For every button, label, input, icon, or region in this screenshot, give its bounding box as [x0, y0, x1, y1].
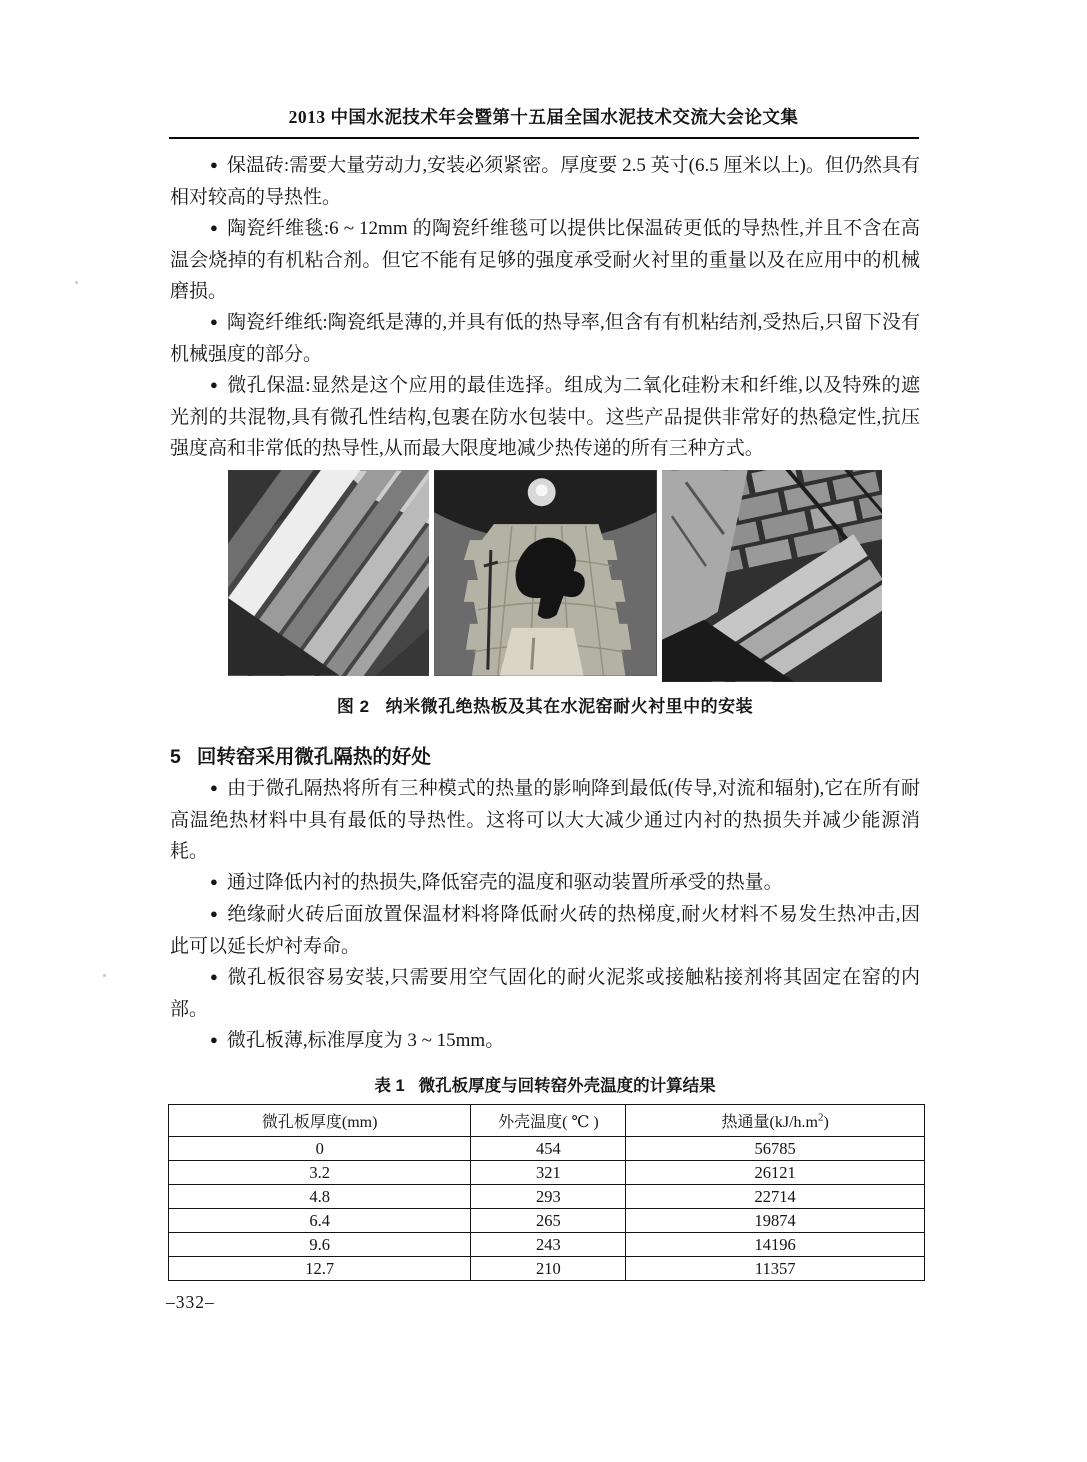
cell-flux: 56785: [626, 1137, 925, 1161]
bullet-paragraph: [170, 899, 920, 962]
heat-flux-suffix: ): [823, 1114, 829, 1131]
header-divider: [169, 137, 919, 139]
cell-temp: 293: [471, 1185, 626, 1209]
bullet-icon: ●: [210, 220, 219, 235]
bullet-paragraph: [170, 1025, 920, 1057]
bullet-icon: ●: [210, 1032, 218, 1047]
cell-thickness: 12.7: [169, 1257, 471, 1281]
figure-2-photos: [228, 470, 882, 682]
figure-caption-text: 纳米微孔绝热板及其在水泥窑耐火衬里中的安装: [385, 697, 754, 716]
bullet-paragraph: [170, 213, 920, 307]
bullet-icon: ●: [210, 874, 218, 889]
table-title-text: 微孔板厚度与回转窑外壳温度的计算结果: [418, 1077, 716, 1095]
paragraph-text: 微孔板很容易安装,只需要用空气固化的耐火泥浆或接触粘接剂将其固定在窑的内部。: [170, 967, 920, 1020]
col-header-shell-temp: 外壳温度( ℃ ): [471, 1105, 626, 1137]
scan-speck: [103, 974, 106, 977]
table-row: [169, 1209, 925, 1233]
page-number: –332–: [166, 1292, 215, 1312]
col-header-thickness: 微孔板厚度(mm): [169, 1105, 471, 1137]
paragraph-text: 微孔板薄,标准厚度为 3 ~ 15mm。: [226, 1030, 505, 1051]
cell-thickness: 4.8: [169, 1185, 471, 1209]
cell-thickness: 6.4: [169, 1209, 471, 1233]
paragraph-text: 陶瓷纤维纸:陶瓷纸是薄的,并具有低的热导率,但含有有机粘结剂,受热后,只留下没有机械强度的部分。: [170, 312, 920, 365]
cell-temp: 210: [471, 1257, 626, 1281]
bullet-paragraph: [170, 307, 920, 370]
bullet-icon: ●: [210, 780, 219, 795]
paragraph-text: 陶瓷纤维毯:6 ~ 12mm 的陶瓷纤维毯可以提供比保温砖更低的导热性,并且不含在高温会烧掉的有机粘合剂。但它不能有足够的强度承受耐火衬里的重量以及在应用中的机械磨损。: [170, 218, 920, 302]
figure-2-caption: [170, 692, 920, 717]
cell-temp: 321: [471, 1161, 626, 1185]
microporous-boards-photo: [228, 470, 429, 676]
bullet-icon: ●: [210, 314, 218, 329]
paragraph-text: 由于微孔隔热将所有三种模式的热量的影响降到最低(传导,对流和辐射),它在所有耐高温绝热材料中具有最低的导热性。这将可以大大减少通过内衬的热损失并减少能源消耗。: [170, 778, 920, 862]
bullet-paragraph: [170, 867, 920, 899]
kiln-interior-installation-photo: [434, 470, 656, 676]
bullet-paragraph: [170, 370, 920, 464]
bullet-icon: ●: [210, 377, 219, 392]
table-1-title: [170, 1072, 920, 1096]
table-row: [169, 1233, 925, 1257]
section-5-heading: [170, 742, 920, 773]
cell-thickness: 0: [169, 1137, 471, 1161]
cell-temp: 265: [471, 1209, 626, 1233]
cell-flux: 11357: [626, 1257, 925, 1281]
bullet-paragraph: [170, 962, 920, 1025]
paragraph-text: 通过降低内衬的热损失,降低窑壳的温度和驱动装置所承受的热量。: [226, 872, 783, 893]
cell-flux: 26121: [626, 1161, 925, 1185]
cell-thickness: 9.6: [169, 1233, 471, 1257]
page-header: 2013 中国水泥技术年会暨第十五届全国水泥技术交流大会论文集: [288, 107, 799, 127]
table-row: [169, 1161, 925, 1185]
paragraph-text: 微孔保温:显然是这个应用的最佳选择。组成为二氧化硅粉末和纤维,以及特殊的遮光剂的共混物,具有微孔性结构,包裹在防水包装中。这些产品提供非常好的热稳定性,抗压强度高和非常低的热导性,从而最大限度地减少热传递的所有三种方式。: [170, 375, 920, 459]
col-header-heat-flux: [626, 1105, 925, 1137]
paragraph-text: 保温砖:需要大量劳动力,安装必须紧密。厚度要 2.5 英寸(6.5 厘米以上)。但仍然具有相对较高的导热性。: [170, 155, 920, 208]
cell-flux: 22714: [626, 1185, 925, 1209]
bullet-icon: ●: [210, 157, 218, 172]
cell-flux: 14196: [626, 1233, 925, 1257]
table-1: [168, 1104, 925, 1281]
cell-flux: 19874: [626, 1209, 925, 1233]
bullet-icon: ●: [210, 906, 219, 921]
figure-caption-label: 图 2: [336, 697, 370, 716]
table-row: [169, 1185, 925, 1209]
paragraph-text: 绝缘耐火砖后面放置保温材料将降低耐火砖的热梯度,耐火材料不易发生热冲击,因此可以延长炉衬寿命。: [170, 904, 920, 957]
table-title-label: 表 1: [374, 1077, 405, 1095]
bullet-icon: ●: [210, 969, 219, 984]
scan-speck: [75, 281, 78, 284]
table-header-row: [169, 1105, 925, 1137]
heat-flux-sup: 2: [817, 1111, 824, 1124]
table-row: [169, 1137, 925, 1161]
section-title: 回转窑采用微孔隔热的好处: [196, 746, 431, 768]
bullet-paragraph: [170, 773, 920, 867]
refractory-lining-bricks-photo: [662, 470, 882, 682]
section-number: 5: [170, 746, 181, 768]
bullet-paragraph: [170, 150, 920, 213]
table-row: [169, 1257, 925, 1281]
heat-flux-prefix: 热通量(kJ/h.m: [721, 1114, 818, 1131]
cell-temp: 243: [471, 1233, 626, 1257]
cell-thickness: 3.2: [169, 1161, 471, 1185]
cell-temp: 454: [471, 1137, 626, 1161]
article-body: [170, 150, 920, 1281]
